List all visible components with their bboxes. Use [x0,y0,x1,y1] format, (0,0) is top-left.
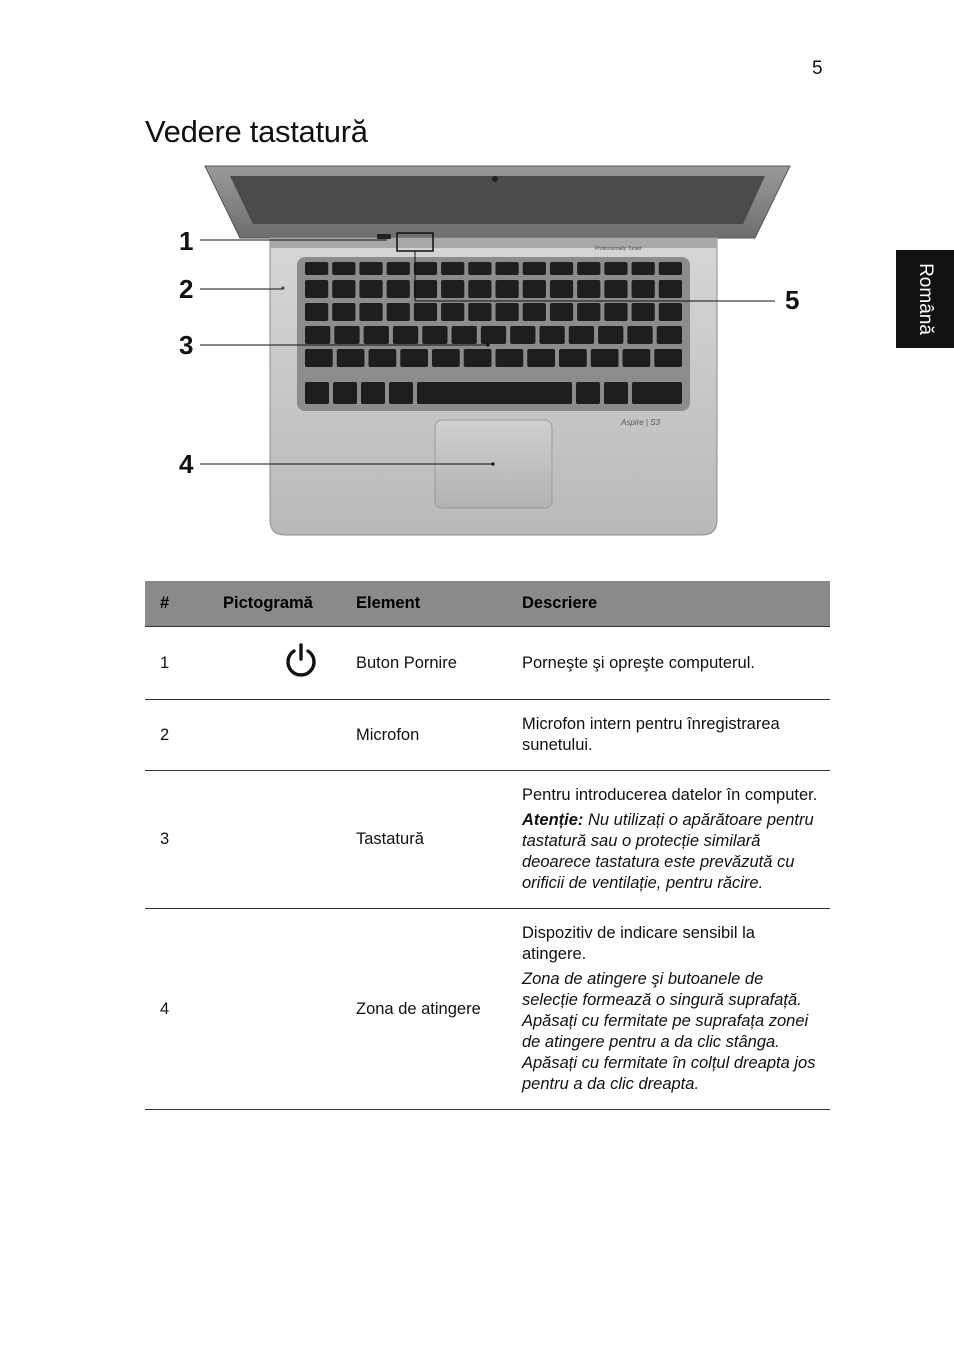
keyboard-key [441,262,464,275]
keyboard-key [576,382,600,404]
keyboard-key [481,326,506,344]
table-header-row [145,581,830,627]
callout-1: 1 [179,226,194,256]
row-element: Zona de atingere [356,909,522,1110]
language-tab-label: Română [915,263,937,335]
keyboard-key [414,303,437,321]
header-element: Element [356,581,522,627]
row-description: Pentru introducerea datelor în computer. Atenție: Nu utilizați o apărătoare pentru tastatură sau o protecție similară deoarece tastatura este prevăzută cu orificii de ventilație, pentru răcire. [522,771,830,909]
touchpad-note: Zona de atingere şi butoanele de selecție formează o singură suprafață. Apăsați cu fermitate pe suprafața zonei de atingere pentru a da clic stânga. Apăsați cu fermitate în colțul dreapta jos pentru a da clic dreapta. [522,970,816,1093]
header-description: Descriere [522,581,830,627]
keyboard-key [591,349,619,367]
keyboard-key [359,303,382,321]
attention-note: Nu utilizați o apărătoare pentru tastatură sau o protecție similară deoarece tastatura este prevăzută cu orificii de ventilație, pentru răcire. [522,811,814,892]
keyboard-key [387,303,410,321]
row-element: Tastatură [356,771,522,909]
keyboard-key [359,262,382,275]
keyboard-key [305,262,328,275]
keyboard-key [432,349,460,367]
keyboard-key [333,382,357,404]
keyboard-key [604,280,627,298]
keyboard-key [337,349,365,367]
keyboard-key [414,262,437,275]
keyboard-key [496,303,519,321]
keyboard-key [604,262,627,275]
keyboard-key [523,262,546,275]
keyboard-key [332,303,355,321]
page-title: Vedere tastatură [145,114,368,149]
keyboard-key [510,326,535,344]
keyboard-key [468,280,491,298]
callout-2: 2 [179,274,194,304]
row-icon-cell [223,771,356,909]
keyboard-key [414,280,437,298]
keyboard-key [452,326,477,344]
power-icon [283,642,319,684]
keyboard-key [550,303,573,321]
language-tab [896,250,954,348]
table-row [145,909,830,1110]
keyboard-key [550,262,573,275]
row-description: Microfon intern pentru înregistrarea sunetului. [522,700,830,771]
keyboard-key [632,382,682,404]
table-row [145,700,830,771]
keyboard-key [604,382,628,404]
row-icon-cell [223,627,356,700]
keyboard-key [577,262,600,275]
webcam [492,176,498,182]
callout-4: 4 [179,449,194,479]
keyboard-key [332,280,355,298]
header-icon: Pictogramă [223,581,356,627]
keyboard-key [627,326,652,344]
attention-label: Atenție: [522,811,584,829]
row-num: 2 [145,700,223,771]
page-number: 5 [812,58,823,79]
row-icon-cell [223,700,356,771]
keyboard-key [387,280,410,298]
keyboard-key [305,326,330,344]
callout-5: 5 [785,285,800,315]
keyboard-key [654,349,682,367]
laptop-keyboard-figure [145,160,825,560]
keyboard-key [389,382,413,404]
keyboard-key [441,303,464,321]
keyboard-key [604,303,627,321]
keyboard-key [496,262,519,275]
header-num: # [145,581,223,627]
keyboard-key [305,303,328,321]
keyboard-key [400,349,428,367]
keyboard-key [659,280,682,298]
keyboard-key [417,382,572,404]
keyboard-key [659,303,682,321]
keyboard-key [305,349,333,367]
keyboard-key [422,326,447,344]
keyboard-key [496,349,524,367]
keyboard-key [632,262,655,275]
callout-3: 3 [179,330,194,360]
keyboard-key [305,382,329,404]
brand-strip-text: Professionally Tuned [595,246,642,252]
keyboard-key [387,262,410,275]
keyboard-key [441,280,464,298]
keyboard-key [523,303,546,321]
keyboard-key [361,382,385,404]
row-icon-cell [223,909,356,1110]
keyboard-key [550,280,573,298]
keyboard-key [364,326,389,344]
keyboard-key [577,303,600,321]
keyboard-key [559,349,587,367]
keyboard-key [657,326,682,344]
keyboard-key [659,262,682,275]
keyboard-key [369,349,397,367]
keyboard-key [577,280,600,298]
row-description: Porneşte şi opreşte computerul. [522,627,830,700]
keyboard-key [632,303,655,321]
components-table [145,581,830,1110]
keyboard-key [334,326,359,344]
keyboard-key [623,349,651,367]
model-label: Aspire | S3 [621,418,660,427]
keyboard-key [598,326,623,344]
keyboard-key [632,280,655,298]
row-num: 3 [145,771,223,909]
keyboard-key [359,280,382,298]
row-num: 1 [145,627,223,700]
row-element: Microfon [356,700,522,771]
keyboard-key [305,280,328,298]
keyboard-key [496,280,519,298]
keyboard-key [468,262,491,275]
row-num: 4 [145,909,223,1110]
row-element: Buton Pornire [356,627,522,700]
laptop-illustration [145,160,825,560]
keyboard-key [393,326,418,344]
keyboard-key [468,303,491,321]
keyboard-key [539,326,564,344]
keyboard-key [464,349,492,367]
keyboard-key [523,280,546,298]
table-row [145,627,830,700]
keyboard-key [569,326,594,344]
power-button [377,234,391,239]
row-description: Dispozitiv de indicare sensibil la atingere. Zona de atingere şi butoanele de selecție formează o singură suprafață. Apăsați cu fermitate pe suprafața zonei de atingere pentru a da clic stânga. Apăsați cu fermitate în colțul dreapta jos pentru a da clic dreapta. [522,909,830,1110]
table-row [145,771,830,909]
keyboard-key [527,349,555,367]
keyboard-key [332,262,355,275]
